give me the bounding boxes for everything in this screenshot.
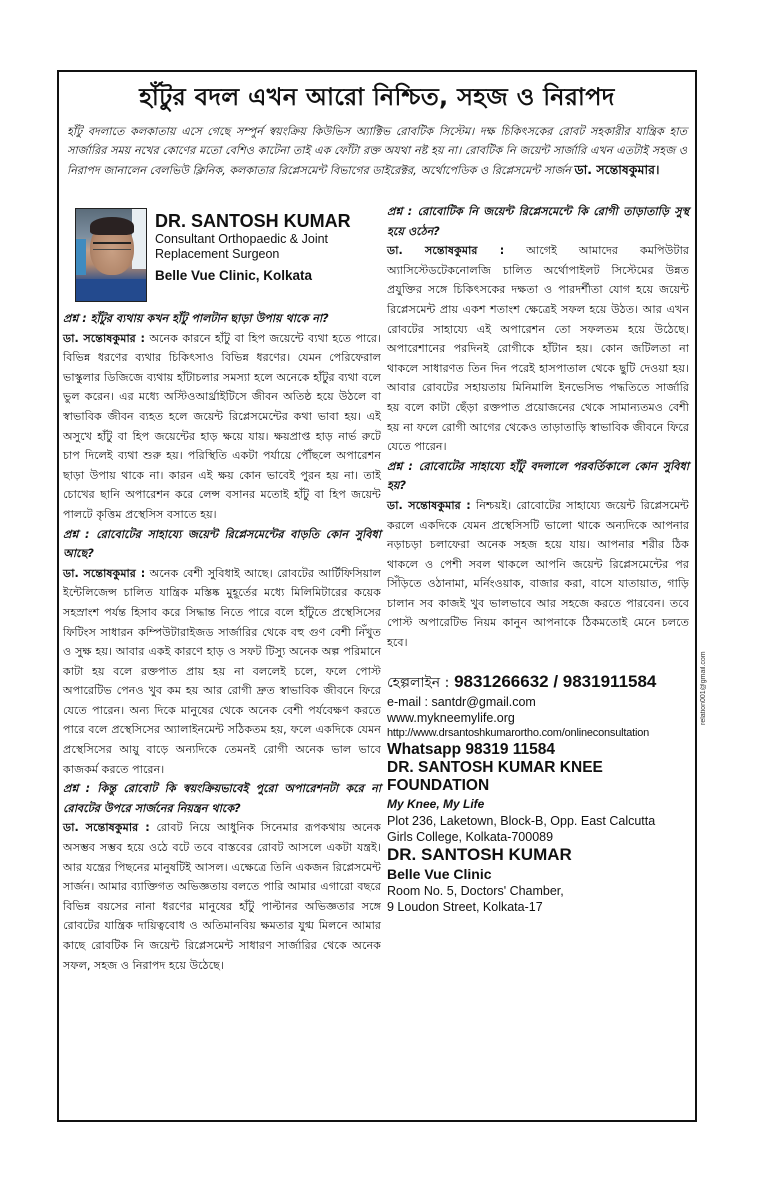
doctor-photo (75, 208, 147, 302)
answer-1: ডা. সন্তোষকুমার : অনেক কারনে হাঁটু বা হিপ জয়েন্টে ব্যথা হতে পারে। বিভিন্ন ধরণের ব্যথার চিকিৎসাও বিভিন্ন ধরণের। যেমন পেরিফেরাল ভাস্কুলার ডিজিজে ব্যথায় হাঁটাচলার সমস্যা হলে অনেকে হাঁটুর ব্যথা বলে ভুল করেন। এর মধ্যে অস্টিওআর্থ্রাইটিসে জীবন অতিষ্ঠ হয়ে উঠলে বা স্বাভাবিক জীবন ব্যহত হলে জয়েন্ট রিপ্লেসমেন্টের কথা ভাবা হয়। এই অসুখে হাঁটু বা হিপ জয়েন্টের হাড় ক্ষয়ে যায়। ক্ষয়প্রাপ্ত হাড় নার্ভ রুটে চাপ দিলেই ব্যথা শুরু হয়। পরিস্থিতি একটা পর্যায়ে পৌঁছলে অপারেশন ছাড়া উপায় থাকে না। কারন এই ক্ষয় কোন ভাবেই পুরন হয় না। তাই চোখের ছানি অপারেশন করে লেন্স বসানর মতোই হাঁটু বা হিপ জয়েন্ট পালটে কৃত্তিম প্রস্থেসিস বসাতে হয়। (63, 331, 381, 521)
headline: হাঁটুর বদল এখন আরো নিশ্চিত, সহজ ও নিরাপদ (139, 83, 615, 111)
clinic-address-2: 9 Loudon Street, Kolkata-17 (387, 899, 543, 914)
whatsapp-number[interactable]: Whatsapp 98319 11584 (387, 740, 556, 758)
answer-4: ডা. সন্তোষকুমার : আগেই আমাদের কমপিউটার অ্যাসিস্টেডটেকনোলজি চালিত অর্থোপাইলট সিস্টেমের উন্নত প্রযুক্তির সঙ্গে চিকিৎসকের দক্ষতা ও পারদর্শীতা যোগ হয়ে জয়েন্ট রিপ্লেসমেন্ট প্রায় একশ শতাংশ ক্ষেত্রেই সফল হয়ে উঠত। আর এখন রোবটের সাহায্যে এই অপারেশন তো সফলতম হয়ে উঠেছে। অপারেশানের পরদিনই রোগীকে হাঁটান হয়। কোন জটিলতা না থাকলে সাধারণত তিন দিন পরেই হাসপাতাল থেকে ছুটি দেওয়া হয়। আবার রোবটের সহায়তায় মিনিমালি ইনভেসিভ পদ্ধতিতে সার্জারি হয় বলে কাটা ছেঁড়া রক্তপাত প্রয়োজনের থেকে সামান্যতমও বেশী হয় না ফলে রোগী আগের থেকেও তাড়াতাড়ি স্বাভাবিক জীবনে ফিরে যেতে পারেন। (387, 244, 689, 454)
email-link[interactable]: e-mail : santdr@gmail.com (387, 694, 536, 709)
answer-2: ডা. সন্তোষকুমার : অনেক বেশী সুবিধাই আছে। রোবটের আর্টিফিসিয়াল ইন্টেলিজেন্স চালিত যান্ত্রিক মস্তিষ্ক মুহূর্তের মধ্যে মিলিমিটারের কয়েক সহস্রাংশ পর্যন্ত হিসাব করে সিদ্ধান্ত নিতে পারে বলে হাঁটুতে প্রস্থেসিসের ফিটিংস সাধারন কম্পিউটারাইজড সার্জারির থেকে বহু গুণ বেশী নিঁখুত ও সুক্ষ হয়। আবার একই কারণে হাড় ও সফট টিস্যু অনেক অল্প পরিমানে কাটা হয় বলে রক্তপাত প্রায় হয় না বললেই চলে, ফলে পোস্ট অপারেটিভ পেনও খুব কম হয় আর রোগী দ্রুত স্বাভাবিক জীবনে ফিরে যেতে পারেন। অন্য দিকে মানুষের থেকে অনেক বেশী পর্যবেক্ষণ করতে পারে বলে প্রস্থেসিসের অ্যালাইনমেন্ট সঠিকতম হয়, ফলে একদিকে যেমন প্রস্থেসিসের আয়ু বাড়ে অন্যদিকে তেমনই রোগী অনেক ভাল ভাবে কাজকর্ম করতে পারেন। (63, 566, 381, 776)
vertical-credit: relation001@gmail.com (700, 651, 707, 725)
consultation-link[interactable]: http://www.drsantoshkumarortho.com/onlineconsultation (387, 726, 650, 739)
helpline-label: হেল্পলাইন : (387, 674, 450, 691)
intro-paragraph (67, 122, 687, 180)
doctor-profile (63, 202, 381, 307)
clinic-address-1: Room No. 5, Doctors' Chamber, (387, 883, 564, 898)
question-4: প্রশ্ন : রোবোটিক নি জয়েন্ট রিপ্লেসমেন্টে কি রোগী তাড়াতাড়ি সুস্থ হয়ে ওঠেন? (387, 205, 689, 238)
intro-text: হাঁটু বদলাতে কলকাতায় এসে গেছে সম্পুর্ন স্বয়ংক্রিয় কিউভিস অ্যাক্টিভ রোবটিক সিস্টেম। দক্ষ চিকিৎসকের রোবট সহকারীর যান্ত্রিক হাত সার্জারির সময় নখের কোণের মতো বেশিও কাটেনা তাই এক ফোঁটা রক্ত অযথা নষ্ট হয় না। রোবটিক নি জয়েন্ট সার্জারি এখন এতটাই সহজ ও নিরাপদ জানালেন বেলভিউ ক্লিনিক, কলকাতার রিপ্লেসমেন্ট বিভাগের ডাইরেক্টর, অর্থোপেডিক ও রিপ্লেসমেন্ট সার্জন (67, 125, 687, 177)
left-column (63, 202, 381, 975)
question-5: প্রশ্ন : রোবোটের সাহায্যে হাঁটু বদলালে পরবর্তিকালে কোন সুবিধা হয়? (387, 459, 689, 493)
answer-5: ডা. সন্তোষকুমার : নিশ্চয়ই। রোবোটের সাহায্যে জয়েন্ট রিপ্লেসমেন্ট করলে একদিকে যেমন প্রস্থেসিসটি ভালো থাকে অন্যদিকে আপনার নড়াচড়া চলাফেরা অনেক সহজ হয়ে যায়। আপনার শরীর ঠিক থাকলে ও পেশী সবল থাকলে আপনি জয়েন্ট রিপ্লেসমেন্টের পর সিঁড়িতে ওঠানামা, মর্নিংওয়াক, বাজার করা, বাসে যাতায়াত, গাড়ি চালান সব কাজই খুব ভালভাবে আর সহজে করতে পারবেন। তবে পোস্ট অপারেটিভ নিয়ম কানুন আপনাকে ঠিকমতোই মেনে চলতে হবে। (387, 498, 689, 650)
question-2: প্রশ্ন : রোবোটের সাহায্যে জয়েন্ট রিপ্লেসমেন্টের বাড়তি কোন সুবিধা আছে? (63, 527, 381, 561)
question-1: প্রশ্ন : হাঁটুর ব্যথায় কখন হাঁটু পালটান ছাড়া উপায় থাকে না? (63, 312, 329, 325)
foundation-name: DR. SANTOSH KUMAR KNEE FOUNDATION (387, 758, 603, 794)
profile-role-2: Replacement Surgeon (155, 247, 280, 261)
helpline (387, 671, 689, 694)
foundation-tagline: My Knee, My Life (387, 796, 485, 811)
right-column (387, 202, 689, 915)
foundation-address-2: Girls College, Kolkata-700089 (387, 829, 554, 844)
intro-doctor-name: ডা. সন্তোষকুমার। (574, 162, 660, 177)
website-link[interactable]: www.mykneemylife.org (387, 710, 515, 725)
answer-3: ডা. সন্তোষকুমার : রোবট নিয়ে আধুনিক সিনেমার রূপকথায় অনেক অসম্ভব সম্ভব হয়ে ওঠে বটে তবে বাস্তবের রোবট আসলে একটা যন্ত্রই। আর যন্ত্রের পিছনের মানুষটিই আসল। এক্ষেত্রে তিনি একজন রিপ্লেসমেন্ট সার্জন। আমার ব্যাক্তিগত অভিজ্ঞতায় বলতে পারি আমার এগারো বছরে বিভিন্ন বয়সের নানা ধরণের মানুষের হাঁটু পাল্টানর অভিজ্ঞতার সঙ্গে রোবটের যান্ত্রিক দায়িত্ববোধ ও অতিমানবিয় ক্ষমতার যুগ্ম মিলনে আমার কাছে রোবটিক নি জয়েন্ট রিপ্লেসমেন্ট সাধারণ সার্জারির থেকে অনেক সফল, সহজ ও নিরাপদ হয়ে উঠেছে। (63, 821, 381, 972)
foundation-address-1: Plot 236, Laketown, Block-B, Opp. East Calcutta (387, 813, 656, 828)
advertorial-frame (57, 70, 697, 1122)
clinic-name: Belle Vue Clinic (387, 865, 492, 882)
doctor-name: DR. SANTOSH KUMAR (387, 844, 572, 864)
contact-block (387, 671, 689, 915)
helpline-numbers[interactable]: 9831266632 / 9831911584 (454, 671, 657, 691)
profile-name: DR. SANTOSH KUMAR (155, 211, 351, 231)
question-3: প্রশ্ন : কিন্তু রোবোট কি স্বয়ংক্রিয়ভাবেই পুরো অপারেশনটা করে না রোবটের উপরে সার্জনের নিয়ন্ত্রন থাকে? (63, 782, 381, 815)
profile-clinic: Belle Vue Clinic, Kolkata (155, 268, 313, 283)
profile-role-1: Consultant Orthopaedic & Joint (155, 232, 329, 246)
